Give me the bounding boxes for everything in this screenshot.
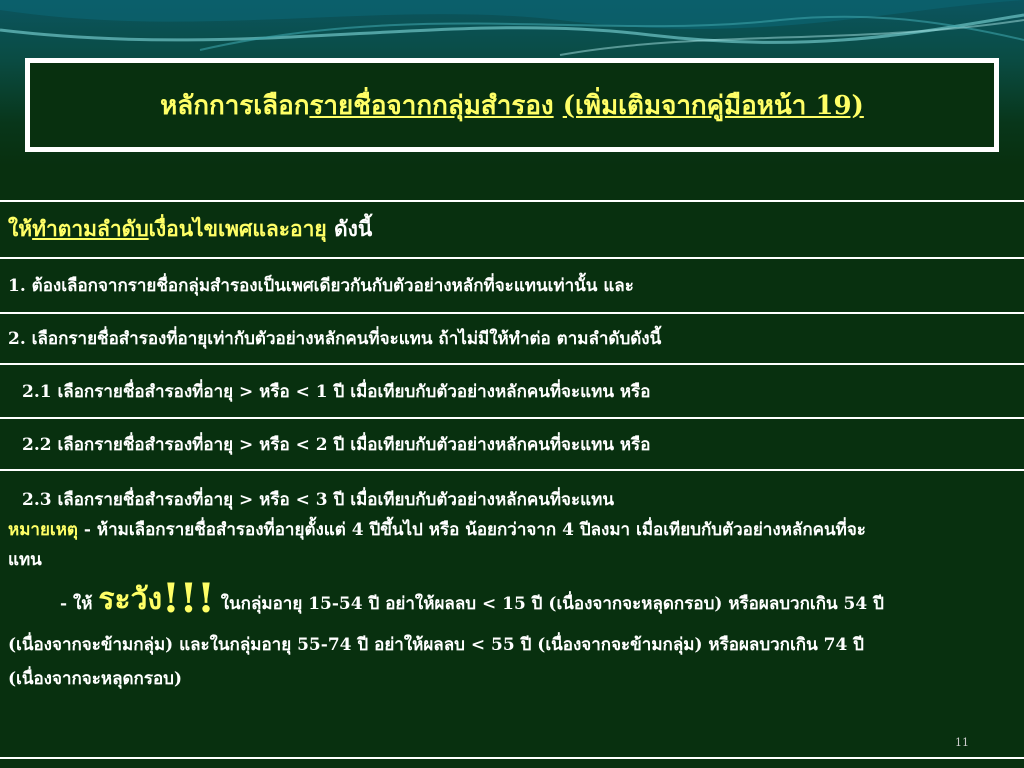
header-pre: ให้ <box>8 216 33 241</box>
title-part-2: รายชื่อจากกลุ่มสำรอง <box>309 90 554 121</box>
note-text-1: - ห้ามเลือกรายชื่อสำรองที่อายุตั้งแต่ 4 ปีขึ้นไป หรือ น้อยกว่าจาก 4 ปีลงมา เมื่อเทียบกับตัวอย่างหลักคนที่จะ <box>77 520 866 540</box>
caution-pre: - ให้ <box>60 594 99 614</box>
row-1-text: 1. ต้องเลือกจากรายชื่อกลุ่มสำรองเป็นเพศเดียวกันกับตัวอย่างหลักที่จะแทนเท่านั้น และ <box>8 276 634 296</box>
rules-table <box>0 200 1024 759</box>
table-row-2 <box>0 314 1024 365</box>
caution-text: ในกลุ่มอายุ 15-54 ปี อย่าให้ผลลบ < 15 ปี (เนื่องจากจะหลุดกรอบ) หรือผลบวกเกิน 54 ปี <box>214 594 884 614</box>
note-line <box>8 515 1024 545</box>
page-title <box>160 85 864 126</box>
row-2-text: 2. เลือกรายชื่อสำรองที่อายุเท่ากับตัวอย่างหลักคนที่จะแทน ถ้าไม่มีให้ทำต่อ ตามลำดับดังนี้ <box>8 329 662 349</box>
title-part-3: (เพิ่มเติมจากคู่มือหน้า 19) <box>562 90 864 121</box>
note-text-2: แทน <box>8 550 42 570</box>
note-label: หมายเหตุ <box>8 520 78 540</box>
header-underlined: ทำตามลำดับ <box>32 216 149 241</box>
row-4-text: 2.2 เลือกรายชื่อสำรองที่อายุ > หรือ < 2 ปี เมื่อเทียบกับตัวอย่างหลักคนที่จะแทน หรือ <box>22 434 651 455</box>
table-header-row <box>0 202 1024 259</box>
caution-line <box>8 575 1024 628</box>
table-row-4 <box>0 419 1024 471</box>
table-row-3 <box>0 365 1024 419</box>
row-5-item: 2.3 เลือกรายชื่อสำรองที่อายุ > หรือ < 3 ปี เมื่อเทียบกับตัวอย่างหลักคนที่จะแทน <box>22 490 614 510</box>
caution-word: ระวัง <box>98 582 163 617</box>
continuation-1: (เนื่องจากจะข้ามกลุ่ม) และในกลุ่มอายุ 55-74 ปี อย่าให้ผลลบ < 55 ปี (เนื่องจากจะข้ามกลุ่ม) หรือผลบวกเกิน 74 ปี <box>8 635 864 655</box>
continuation-2: (เนื่องจากจะหลุดกรอบ) <box>8 669 183 689</box>
row-3-text: 2.1 เลือกรายชื่อสำรองที่อายุ > หรือ < 1 ปี เมื่อเทียบกับตัวอย่างหลักคนที่จะแทน หรือ <box>22 381 651 402</box>
header-post: ดังนี้ <box>326 216 373 241</box>
slide-number: 11 <box>955 736 969 749</box>
title-box <box>25 58 999 152</box>
table-row-5 <box>0 471 1024 759</box>
header-highlight: เงื่อนไขเพศและอายุ <box>148 216 327 241</box>
table-row-1 <box>0 259 1024 314</box>
caution-mark: !!! <box>162 575 215 622</box>
title-part-1: หลักการเลือก <box>160 90 310 121</box>
